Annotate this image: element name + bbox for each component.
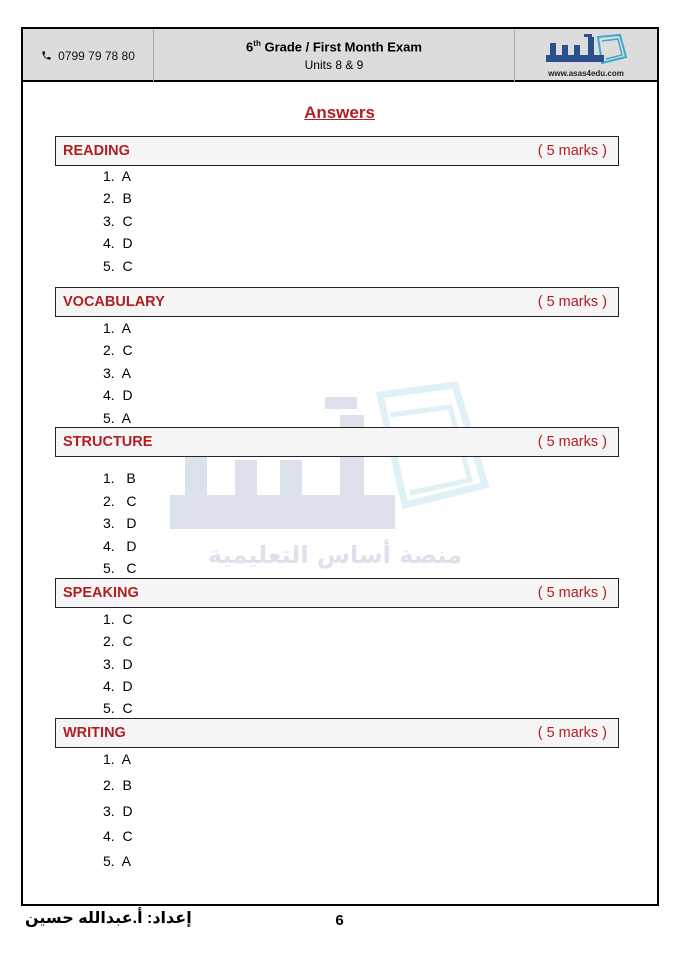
- answer-item: 2. C: [103, 633, 133, 649]
- exam-title-rest: Grade / First Month Exam: [260, 39, 422, 55]
- section-marks: ( 5 marks ): [537, 725, 607, 741]
- answer-item: 3. D: [103, 656, 133, 672]
- footer-author: إعداد: أ.عبدالله حسين: [25, 910, 192, 927]
- answer-item: 5. C: [103, 258, 133, 274]
- section-marks: ( 5 marks ): [537, 143, 607, 159]
- answer-item: 2. C: [103, 342, 133, 358]
- logo-url: www.asas4edu.com: [548, 69, 624, 78]
- section-writing-header: [55, 718, 619, 748]
- answer-item: 1. A: [103, 320, 132, 336]
- section-name: WRITING: [63, 725, 126, 741]
- answer-item: 5. A: [103, 853, 132, 869]
- page-header: [23, 29, 657, 82]
- answer-item: 1. B: [103, 470, 136, 486]
- header-logo-cell: [515, 29, 657, 82]
- answer-item: 1. A: [103, 751, 132, 767]
- section-structure-header: [55, 427, 619, 457]
- section-marks: ( 5 marks ): [537, 434, 607, 450]
- section-marks: ( 5 marks ): [537, 585, 607, 601]
- section-reading-header: [55, 136, 619, 166]
- exam-title: [246, 39, 422, 54]
- section-name: VOCABULARY: [63, 294, 165, 310]
- answer-item: 4. D: [103, 235, 133, 251]
- grade-number: 6: [246, 39, 254, 55]
- page-number: 6: [335, 912, 344, 929]
- answer-item: 3. A: [103, 365, 132, 381]
- answer-item: 4. D: [103, 387, 133, 403]
- section-vocabulary-header: [55, 287, 619, 317]
- answer-item: 5. C: [103, 560, 137, 576]
- answer-item: 3. C: [103, 213, 133, 229]
- section-marks: ( 5 marks ): [537, 294, 607, 310]
- exam-subtitle: Units 8 & 9: [304, 57, 364, 72]
- header-phone-cell: [23, 29, 154, 82]
- section-speaking-header: [55, 578, 619, 608]
- answer-item: 1. A: [103, 168, 132, 184]
- answer-item: 2. B: [103, 190, 132, 206]
- section-name: SPEAKING: [63, 585, 139, 601]
- header-phone: 0799 79 78 80: [58, 48, 135, 63]
- answer-item: 5. C: [103, 700, 133, 716]
- answer-item: 4. D: [103, 678, 133, 694]
- answer-item: 4. C: [103, 828, 133, 844]
- watermark-tagline: منصة أساس التعليمية: [207, 541, 463, 569]
- section-name: STRUCTURE: [63, 434, 153, 450]
- section-name: READING: [63, 143, 130, 159]
- asas-logo-icon: [540, 33, 632, 67]
- grade-suffix: th: [253, 39, 261, 49]
- answer-item: 4. D: [103, 538, 137, 554]
- answer-item: 3. D: [103, 515, 137, 531]
- answer-item: 2. B: [103, 777, 132, 793]
- answer-item: 5. A: [103, 410, 132, 426]
- asas-watermark-icon: [165, 375, 505, 575]
- answer-item: 2. C: [103, 493, 137, 509]
- answer-item: 3. D: [103, 803, 133, 819]
- header-title-cell: [154, 29, 515, 82]
- phone-icon: [41, 50, 52, 61]
- answer-item: 1. C: [103, 611, 133, 627]
- page-title: Answers: [304, 103, 375, 122]
